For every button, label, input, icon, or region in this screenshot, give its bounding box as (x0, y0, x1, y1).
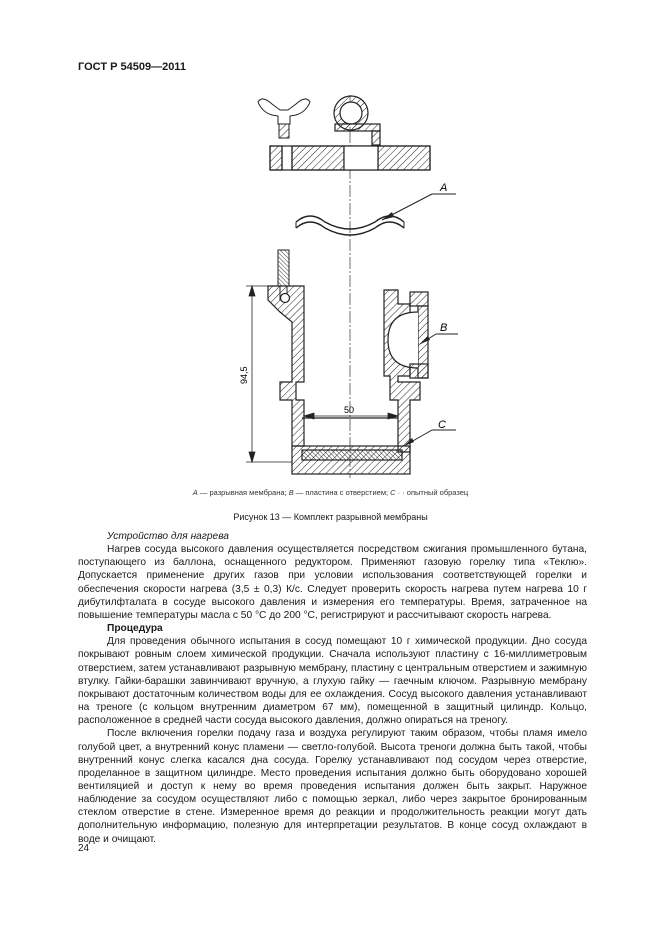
figure-legend: A — разрывная мембрана; B — пластина с отверстием; C · · опытный образец (192, 488, 469, 497)
document-header: ГОСТ Р 54509—2011 (78, 61, 186, 73)
section-heading-procedure: Процедура (107, 623, 163, 635)
clamping-flange (270, 146, 430, 170)
section-heading-heating: Устройство для нагрева (107, 531, 229, 542)
page-number: 24 (78, 843, 90, 854)
label-c: C (438, 419, 446, 431)
bursting-disc-assembly-drawing (0, 80, 661, 490)
wing-nut (258, 99, 310, 138)
paragraph: Нагрев сосуда высокого давления осуществляется посредством сжигания промышленного бутана, поступающего из баллона, оснащенного редуктором. Применяют газовую горелку типа «Теклю». Допускается применение других газов при условии использования соответствующей горелки и обеспечения скорости нагрева (3,5 ± 0,3) К/с. Следует проверить скорость нагрева путем нагрева 10 г дибутилфталата в сосуде высокого давления и измерения его температуры. Время, затраченное на повышение температуры масла с 50 °С до 200 °С, регистрируют и рассчитывают скорость нагрева. (78, 544, 587, 621)
label-a: A (440, 182, 448, 194)
vessel-body (268, 286, 420, 474)
blind-nut (334, 96, 380, 145)
figure-caption: Рисунок 13 — Комплект разрывной мембраны (233, 512, 428, 522)
dimension-width-label: 50 (344, 405, 355, 415)
body-text (78, 530, 587, 846)
paragraph: Для проведения обычного испытания в сосуд помещают 10 г химической продукции. Дно сосуда покрывают ровным слоем химической продукции. Сначала используют пластину с 16-миллиметровым отверстием, затем устанавливают разрывную мембрану, пластину с центральным отверстием и зажимную втулку. Гайки-барашки завинчивают вручную, а глухую гайку — гаечным ключом. Разрывную мембрану покрывают достаточным количеством воды для ее охлаждения. Сосуд высокого давления устанавливают на треноге (с кольцом внутренним диаметром 67 мм), помещенной в защитный цилиндр. Кольцо, расположенное в средней части сосуда высокого давления, должно опираться на треногу. (78, 636, 587, 727)
dimension-height-label: 94,5 (239, 366, 249, 384)
paragraph: После включения горелки подачу газа и воздуха регулируют таким образом, чтобы пламя имело голубой цвет, а внутренний конус пламени — светло-голубой. Высота треноги должна быть такой, чтобы внутренний конус слегка касался дна сосуда. Горелку устанавливают под сосудом через отверстие, проделанное в защитном цилиндре. Место проведения испытания должно быть оборудовано хорошей вентиляцией и доступ к нему во время проведения испытания должен быть закрыт. Наружное наблюдение за сосудом осуществляют либо с помощью зеркал, либо через закрытое бронированным стеклом отверстие в стене. Измеренное время до реакции и продолжительность реакции могут дать дополнительную информацию, полезную для интерпретации результатов. В конце сосуд охлаждают в воде и очищают. (78, 728, 587, 845)
label-b: B (440, 322, 448, 334)
